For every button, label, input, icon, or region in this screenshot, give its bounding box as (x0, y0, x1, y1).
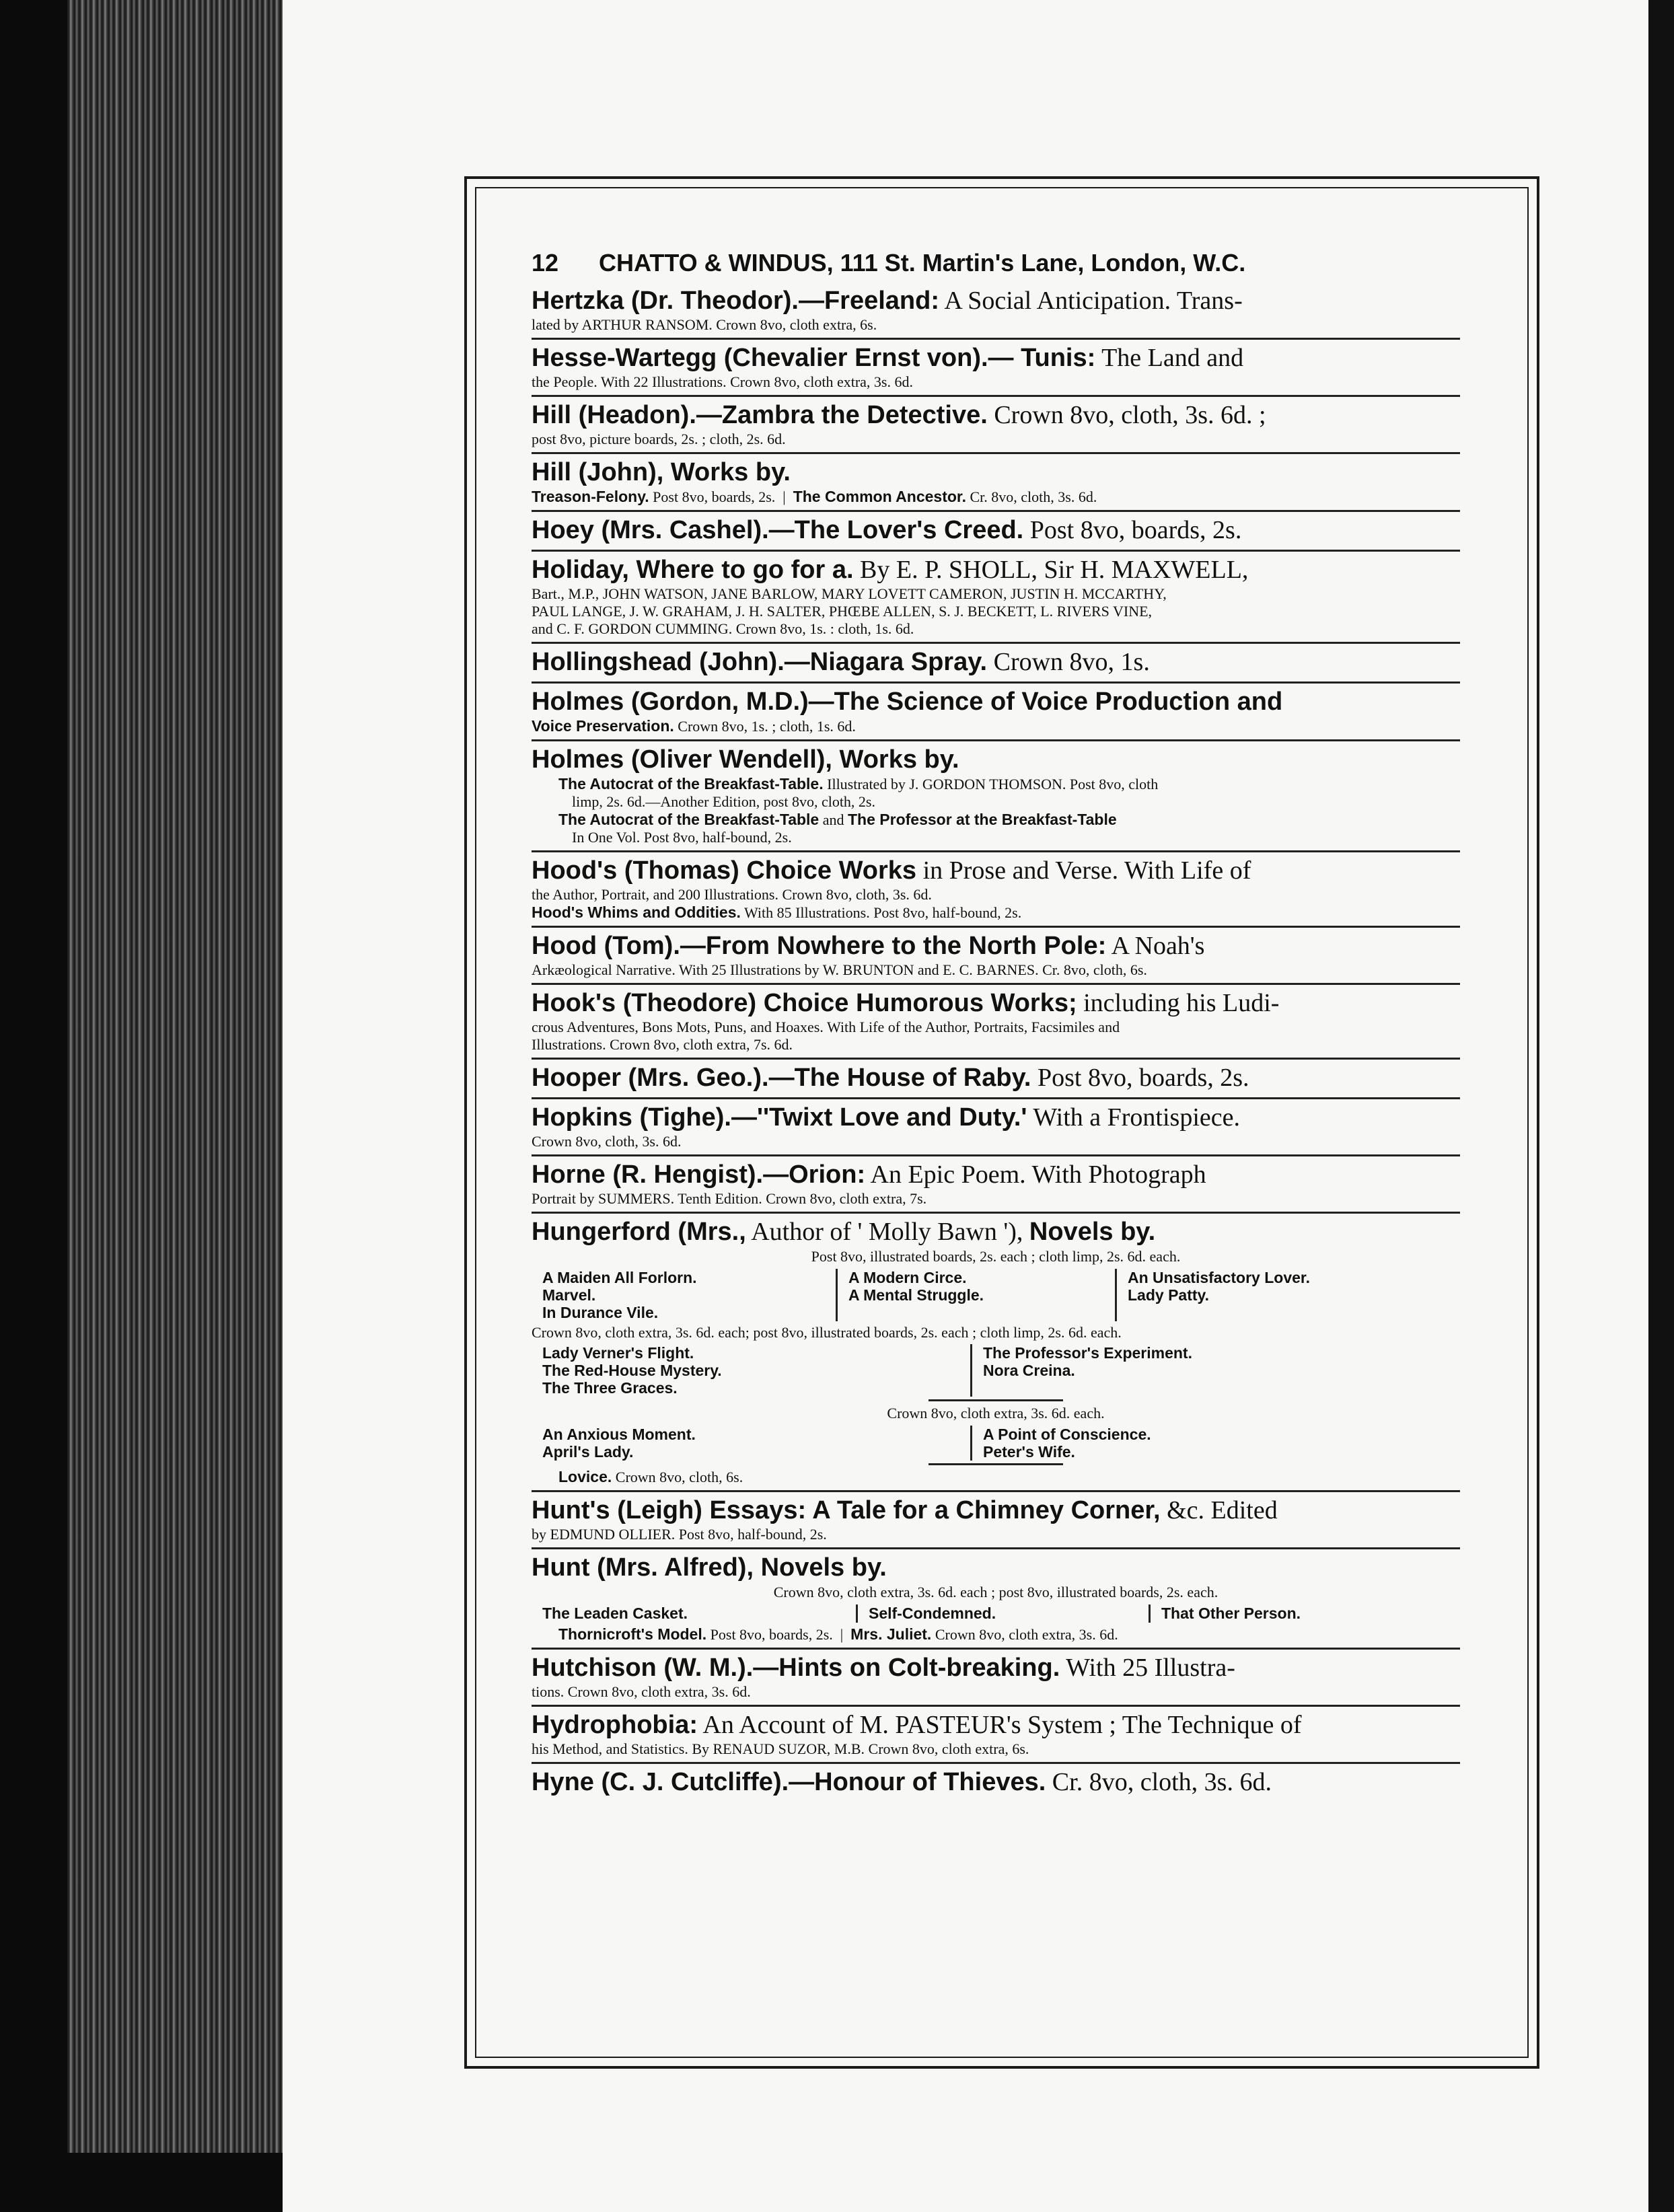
entry-detail: Treason-Felony. Post 8vo, boards, 2s. | The Common Ancestor. Cr. 8vo, cloth, 3s. 6d. (532, 488, 1097, 505)
entry-heading: Hydrophobia: (532, 1711, 698, 1739)
entry-desc: in Prose and Verse. With Life of (922, 856, 1251, 885)
entry-heading: Hood (Tom).—From Nowhere to the North Pole: (532, 932, 1107, 960)
entry-holiday (532, 552, 1460, 644)
entry-detail: crous Adventures, Bons Mots, Puns, and Hoaxes. With Life of the Author, Portraits, Facsimiles and (532, 1019, 1120, 1035)
entry-desc: &c. Edited (1167, 1496, 1278, 1524)
entry-desc: Author of ' Molly Bawn '), (751, 1218, 1023, 1246)
publisher-imprint: CHATTO & WINDUS, 111 St. Martin's Lane, London, W.C. (599, 249, 1246, 276)
entry-detail: by EDMUND OLLIER. Post 8vo, half-bound, 2s. (532, 1526, 827, 1543)
novel-columns (532, 1269, 1460, 1321)
entry-detail (532, 811, 1460, 829)
book-title: The Three Graces. (542, 1379, 678, 1397)
entry-heading: Hill (John), Works by. (532, 458, 791, 486)
page-header (532, 249, 1460, 277)
entry-detail: and C. F. GORDON CUMMING. Crown 8vo, 1s. : cloth, 1s. 6d. (532, 620, 914, 637)
entry-hopkins (532, 1099, 1460, 1156)
book-info: Crown 8vo, cloth, 6s. (615, 1469, 743, 1485)
book-title: Treason-Felony. (532, 488, 649, 505)
book-title: Lady Verner's Flight. (542, 1344, 694, 1362)
book-title: Self-Condemned. (869, 1605, 996, 1622)
novel-columns (532, 1605, 1460, 1623)
separator-rule (929, 1399, 1063, 1401)
book-title: Nora Creina. (983, 1362, 1075, 1379)
entry-hill-headon (532, 397, 1460, 454)
edition-note: Crown 8vo, cloth extra, 3s. 6d. each; post 8vo, illustrated boards, 2s. each ; cloth limp, 2s. 6d. each. (532, 1324, 1122, 1341)
book-title: April's Lady. (542, 1443, 634, 1461)
novel-columns (532, 1426, 1460, 1461)
right-page-edge (1648, 0, 1674, 2212)
entry-hooks (532, 985, 1460, 1060)
entry-desc: Post 8vo, boards, 2s. (1037, 1064, 1249, 1092)
book-title: An Anxious Moment. (542, 1426, 696, 1443)
book-title: Lovice. (558, 1468, 612, 1485)
entry-heading: Hook's (Theodore) Choice Humorous Works; (532, 989, 1077, 1017)
page-number: 12 (532, 249, 559, 276)
entry-detail: lated by ARTHUR RANSOM. Crown 8vo, cloth extra, 6s. (532, 316, 877, 333)
entry-hungerford (532, 1214, 1460, 1492)
entry-desc: The Land and (1101, 344, 1244, 372)
entry-horne (532, 1156, 1460, 1214)
book-title: An Unsatisfactory Lover. (1128, 1269, 1310, 1286)
entry-detail: Arkæological Narrative. With 25 Illustrations by W. BRUNTON and E. C. BARNES. Cr. 8vo, cloth, 6s. (532, 961, 1147, 978)
entry-heading: Hungerford (Mrs., (532, 1218, 746, 1246)
entry-hill-john (532, 454, 1460, 512)
book-title: In Durance Vile. (542, 1304, 659, 1321)
book-title: A Mental Struggle. (848, 1286, 984, 1304)
book-title: Thornicroft's Model. (558, 1625, 707, 1643)
entry-heading: Horne (R. Hengist).—Orion: (532, 1160, 866, 1189)
book-info: Post 8vo, boards, 2s. (710, 1626, 833, 1643)
entry-desc: A Social Anticipation. Trans- (944, 287, 1243, 315)
entry-desc: With 25 Illustra- (1066, 1654, 1235, 1682)
catalogue-page (532, 249, 1460, 1802)
entry-detail: Crown 8vo, cloth, 3s. 6d. (532, 1133, 682, 1150)
entry-hoey (532, 512, 1460, 552)
book-title: That Other Person. (1161, 1605, 1301, 1622)
book-title: Hood's Whims and Oddities. (532, 904, 741, 921)
conjunction: and (822, 811, 844, 828)
book-title: A Point of Conscience. (983, 1426, 1151, 1443)
book-info: limp, 2s. 6d.—Another Edition, post 8vo, cloth, 2s. (572, 793, 875, 810)
book-title: Lady Patty. (1128, 1286, 1209, 1304)
entry-desc: Cr. 8vo, cloth, 3s. 6d. (1052, 1768, 1272, 1796)
entry-detail: the People. With 22 Illustrations. Crown 8vo, cloth extra, 3s. 6d. (532, 373, 913, 390)
entry-hydrophobia (532, 1707, 1460, 1764)
entry-detail: the Author, Portrait, and 200 Illustrations. Crown 8vo, cloth, 3s. 6d. (532, 886, 932, 903)
entry-holmes-oliver-wendell (532, 741, 1460, 852)
book-title: A Maiden All Forlorn. (542, 1269, 697, 1286)
entry-detail (532, 904, 1460, 922)
entry-hertzka (532, 283, 1460, 340)
entry-hunts-leigh (532, 1492, 1460, 1549)
entry-desc: With a Frontispiece. (1033, 1103, 1240, 1132)
entry-desc: Post 8vo, boards, 2s. (1029, 516, 1242, 544)
edition-note: Crown 8vo, cloth extra, 3s. 6d. each ; post 8vo, illustrated boards, 2s. each. (773, 1584, 1218, 1600)
novel-columns (532, 1344, 1460, 1397)
entry-hesse-wartegg (532, 340, 1460, 397)
book-info: In One Vol. Post 8vo, half-bound, 2s. (572, 829, 792, 846)
entry-desc: An Epic Poem. With Photograph (870, 1160, 1206, 1189)
entry-desc: By E. P. SHOLL, Sir H. MAXWELL, (860, 556, 1249, 584)
entry-hollingshead (532, 644, 1460, 684)
entry-heading: Holmes (Oliver Wendell), Works by. (532, 745, 959, 774)
book-title: The Autocrat of the Breakfast-Table (558, 811, 820, 828)
entry-hunt-alfred (532, 1549, 1460, 1650)
entry-heading: Hutchison (W. M.).—Hints on Colt-breaking. (532, 1654, 1060, 1682)
book-title: The Professor's Experiment. (983, 1344, 1192, 1362)
entry-holmes-gordon (532, 684, 1460, 741)
entry-detail: Portrait by SUMMERS. Tenth Edition. Crown 8vo, cloth extra, 7s. (532, 1190, 927, 1207)
book-title: Mrs. Juliet. (850, 1625, 932, 1643)
book-title: The Autocrat of the Breakfast-Table. (558, 775, 824, 792)
edition-note: Post 8vo, illustrated boards, 2s. each ; cloth limp, 2s. 6d. each. (811, 1248, 1181, 1265)
entry-detail: post 8vo, picture boards, 2s. ; cloth, 2s. 6d. (532, 431, 786, 447)
entry-heading: Hood's (Thomas) Choice Works (532, 856, 917, 885)
entry-heading: Hill (Headon).—Zambra the Detective. (532, 401, 988, 429)
entry-detail: Illustrations. Crown 8vo, cloth extra, 7s. 6d. (532, 1036, 793, 1053)
edition-note: Crown 8vo, cloth extra, 3s. 6d. each. (887, 1405, 1105, 1422)
book-info: Crown 8vo, cloth extra, 3s. 6d. (935, 1626, 1118, 1643)
entry-heading: Holiday, Where to go for a. (532, 556, 854, 584)
entry-heading: Hertzka (Dr. Theodor).—Freeland: (532, 287, 939, 315)
book-info: Crown 8vo, 1s. ; cloth, 1s. 6d. (678, 718, 856, 735)
entry-detail: tions. Crown 8vo, cloth extra, 3s. 6d. (532, 1683, 751, 1700)
separator-rule (929, 1463, 1063, 1465)
entry-detail: Bart., M.P., JOHN WATSON, JANE BARLOW, MARY LOVETT CAMERON, JUSTIN H. MCCARTHY, (532, 585, 1167, 602)
entry-detail (532, 1468, 1460, 1486)
book-info: Illustrated by J. GORDON THOMSON. Post 8vo, cloth (827, 776, 1159, 792)
entry-hyne (532, 1764, 1460, 1802)
entry-heading: Hunt (Mrs. Alfred), Novels by. (532, 1553, 887, 1582)
entry-hood-tom (532, 928, 1460, 985)
entry-heading: Hollingshead (John).—Niagara Spray. (532, 648, 988, 676)
book-title: A Modern Circe. (848, 1269, 967, 1286)
entry-desc: including his Ludi- (1083, 989, 1280, 1017)
entry-detail (532, 717, 1460, 735)
book-title: Peter's Wife. (983, 1443, 1075, 1461)
entry-desc: Crown 8vo, cloth, 3s. 6d. ; (994, 401, 1266, 429)
entry-hutchison (532, 1650, 1460, 1707)
book-title: The Common Ancestor. (793, 488, 966, 505)
book-title: The Leaden Casket. (542, 1605, 688, 1622)
book-title: The Professor at the Breakfast-Table (848, 811, 1117, 828)
entry-heading: Hesse-Wartegg (Chevalier Ernst von).— Tunis: (532, 344, 1096, 372)
entry-heading: Hoey (Mrs. Cashel).—The Lover's Creed. (532, 516, 1024, 544)
book-title: The Red-House Mystery. (542, 1362, 722, 1379)
book-info: With 85 Illustrations. Post 8vo, half-bound, 2s. (743, 904, 1022, 921)
page-edges (67, 0, 283, 2153)
book-title: Marvel. (542, 1286, 596, 1304)
entry-detail: PAUL LANGE, J. W. GRAHAM, J. H. SALTER, PHŒBE ALLEN, S. J. BECKETT, L. RIVERS VINE, (532, 603, 1153, 620)
entry-hooper (532, 1060, 1460, 1099)
book-info: Post 8vo, boards, 2s. (653, 488, 776, 505)
entry-detail (532, 775, 1460, 793)
book-info: Cr. 8vo, cloth, 3s. 6d. (970, 488, 1097, 505)
entry-desc: A Noah's (1111, 932, 1205, 960)
entry-detail: his Method, and Statistics. By RENAUD SUZOR, M.B. Crown 8vo, cloth extra, 6s. (532, 1740, 1029, 1757)
entry-heading: Hopkins (Tighe).—''Twixt Love and Duty.' (532, 1103, 1027, 1132)
entry-detail: Thornicroft's Model. Post 8vo, boards, 2s. | Mrs. Juliet. Crown 8vo, cloth extra, 3s. 6d. (558, 1625, 1118, 1643)
entry-desc: Crown 8vo, 1s. (993, 648, 1150, 676)
entry-desc: An Account of M. PASTEUR's System ; The Technique of (702, 1711, 1302, 1739)
book-title: Voice Preservation. (532, 717, 674, 735)
entry-heading: Holmes (Gordon, M.D.)—The Science of Voice Production and (532, 688, 1283, 716)
entry-hoods-thomas (532, 852, 1460, 928)
entry-heading: Hooper (Mrs. Geo.).—The House of Raby. (532, 1064, 1031, 1092)
entry-heading: Hunt's (Leigh) Essays: A Tale for a Chimney Corner, (532, 1496, 1161, 1524)
entry-heading: Novels by. (1029, 1218, 1156, 1246)
entry-heading: Hyne (C. J. Cutcliffe).—Honour of Thieves. (532, 1768, 1046, 1796)
